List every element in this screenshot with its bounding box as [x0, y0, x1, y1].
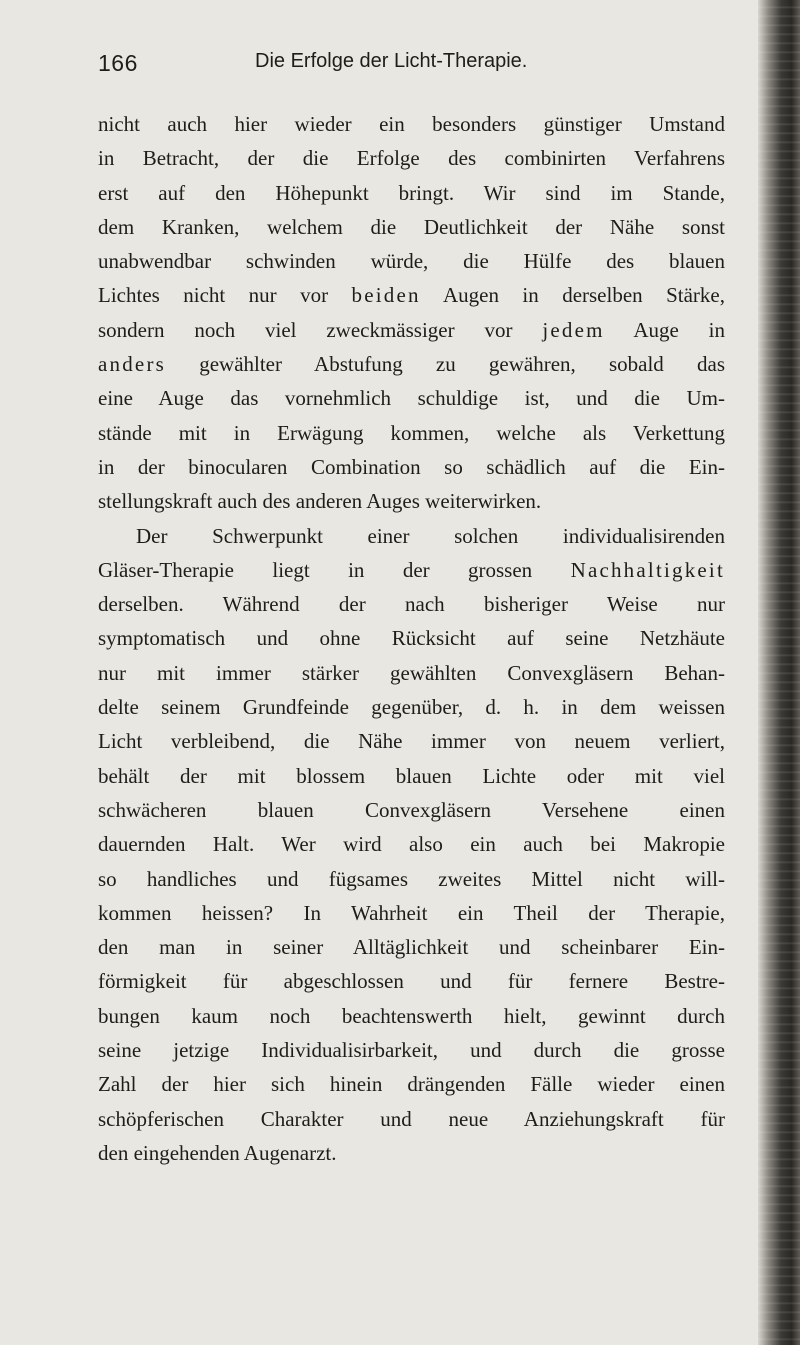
text-line: erst auf den Höhepunkt bringt. Wir sind im Stande, — [98, 180, 725, 205]
emphasized-word: beiden — [351, 283, 421, 308]
text-line: den man in seiner Alltäglichkeit und scheinbarer Ein- — [98, 935, 725, 960]
emphasized-word: jedem — [542, 317, 605, 342]
text-line: schwächeren blauen Convexgläsern Versehene einen — [98, 797, 725, 822]
text-line: behält der mit blossem blauen Lichte oder mit viel — [98, 763, 725, 788]
text-run: gewählter Abstufung zu gewähren, sobald das — [166, 352, 725, 377]
text-run: Gläser-Therapie liegt in der grossen — [98, 557, 571, 582]
running-head: Die Erfolge der Licht-Therapie. — [255, 50, 528, 72]
text-line: symptomatisch und ohne Rücksicht auf seine Netzhäute — [98, 626, 725, 651]
text-line: nur mit immer stärker gewählten Convexgläsern Behan- — [98, 660, 725, 685]
text-line: dauernden Halt. Wer wird also ein auch bei Makropie — [98, 832, 725, 857]
text-line: kommen heissen? In Wahrheit ein Theil der Therapie, — [98, 900, 725, 925]
text-line: stellungskraft auch des anderen Auges weiterwirken. — [98, 489, 542, 514]
text-line: seine jetzige Individualisirbarkeit, und durch die grosse — [98, 1038, 725, 1063]
text-run: Augen in derselben Stärke, — [420, 283, 725, 308]
page-number: 166 — [98, 50, 138, 76]
text-line: nicht auch hier wieder ein besonders günstiger Umstand — [98, 112, 725, 136]
binding-texture — [758, 0, 800, 1345]
text-run: sondern noch viel zweckmässiger vor — [98, 317, 543, 342]
text-line: dem Kranken, welchem die Deutlichkeit der Nähe sonst — [98, 214, 725, 239]
text-line: Licht verbleibend, die Nähe immer von neuem verliert, — [98, 729, 725, 754]
text-line: Zahl der hier sich hinein drängenden Fälle wieder einen — [98, 1072, 725, 1097]
text-run: Lichtes nicht nur vor — [98, 283, 352, 308]
text-line: delte seinem Grundfeinde gegenüber, d. h. in dem weissen — [98, 695, 725, 720]
text-line — [98, 553, 725, 587]
text-line — [98, 347, 725, 381]
text-line: bungen kaum noch beachtenswerth hielt, gewinnt durch — [98, 1003, 725, 1028]
emphasized-word: anders — [98, 352, 167, 377]
text-line: derselben. Während der nach bisheriger Weise nur — [98, 592, 725, 617]
text-line: unabwendbar schwinden würde, die Hülfe des blauen — [98, 249, 725, 274]
text-line: in der binocularen Combination so schädlich auf die Ein- — [98, 454, 725, 479]
text-line: so handliches und fügsames zweites Mittel nicht will- — [98, 866, 725, 891]
text-line — [98, 313, 725, 347]
text-line: Der Schwerpunkt einer solchen individualisirenden — [136, 523, 725, 548]
text-line: eine Auge das vornehmlich schuldige ist, und die Um- — [98, 386, 725, 411]
text-line: stände mit in Erwägung kommen, welche als Verkettung — [98, 420, 725, 445]
body-text — [98, 107, 725, 1170]
text-run: Auge in — [604, 317, 725, 342]
text-line: in Betracht, der die Erfolge des combinirten Verfahrens — [98, 146, 725, 171]
text-line: förmigkeit für abgeschlossen und für fernere Bestre- — [98, 969, 725, 994]
emphasized-word: Nachhaltigkeit — [570, 557, 725, 582]
text-line: schöpferischen Charakter und neue Anziehungskraft für — [98, 1106, 725, 1131]
text-line: den eingehenden Augenarzt. — [98, 1140, 337, 1165]
text-line — [98, 278, 725, 312]
page-header — [98, 44, 728, 84]
